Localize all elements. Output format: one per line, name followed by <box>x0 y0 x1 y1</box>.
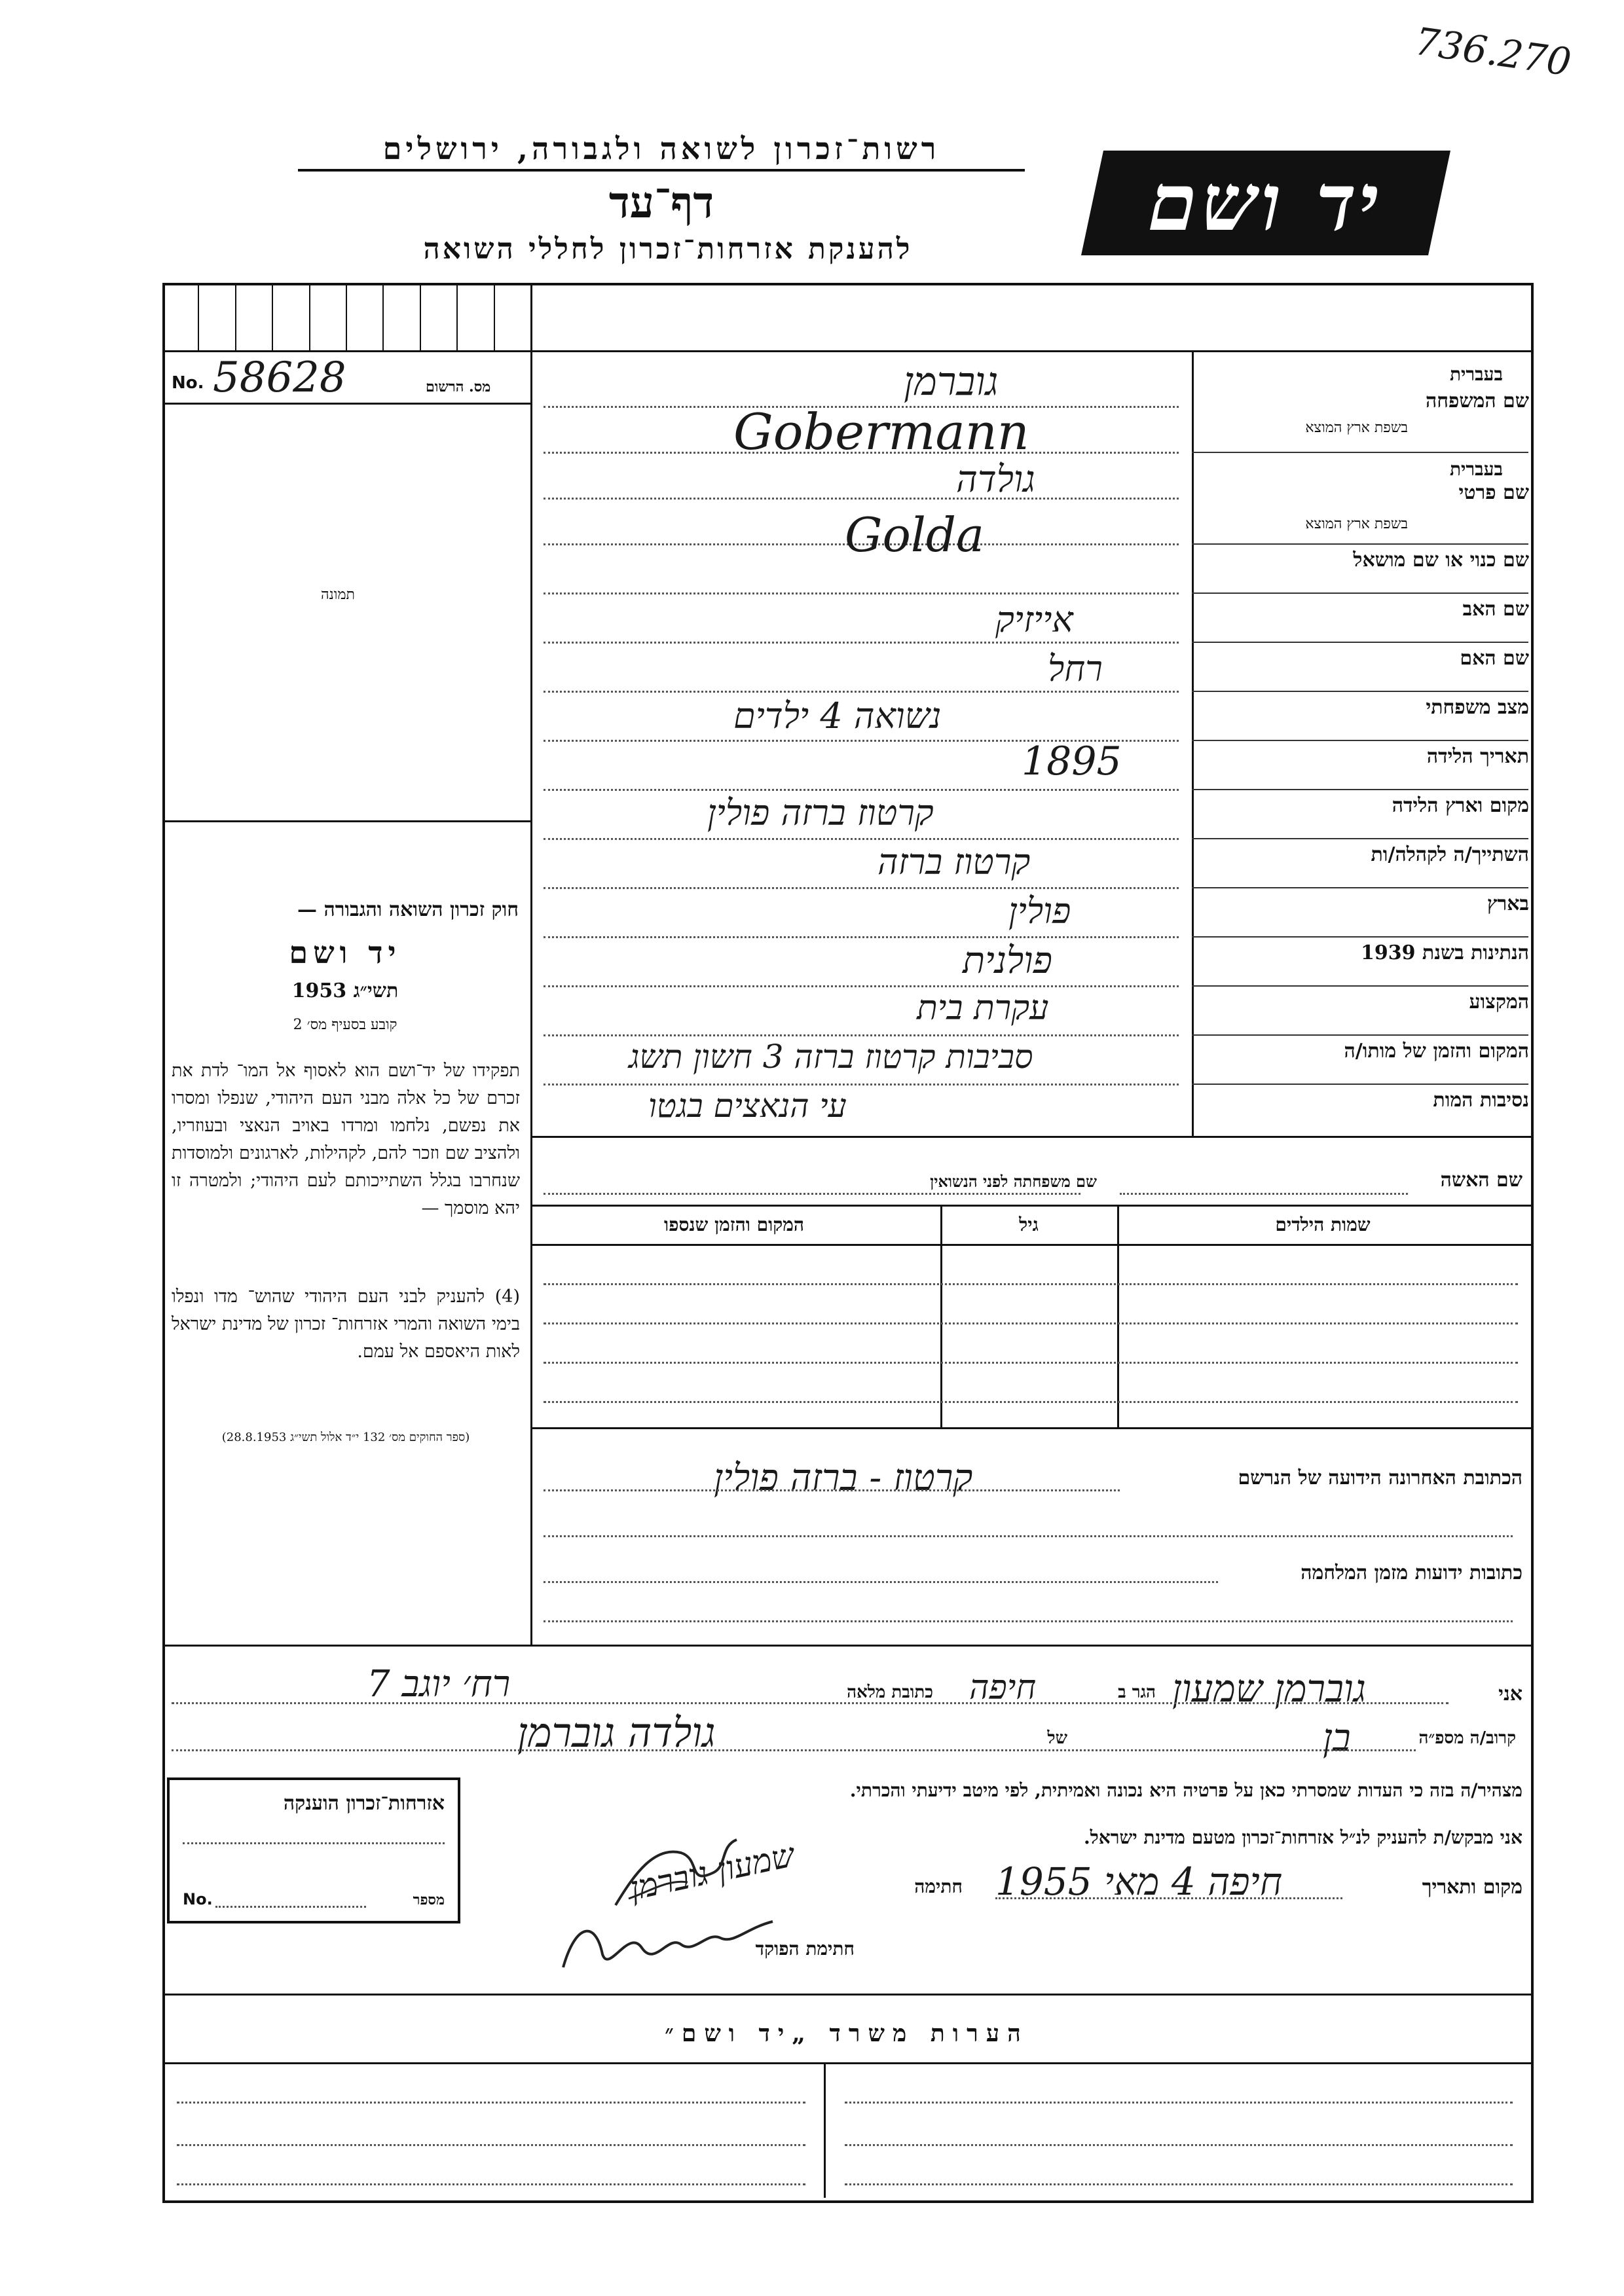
mother-label: שם האם <box>1460 647 1529 670</box>
place-date-value: חיפה 4 מאי 1955 <box>995 1859 1283 1904</box>
marital-status-label: מצב משפחתי <box>1426 696 1529 719</box>
archive-number: 736.270 <box>1412 18 1574 85</box>
relation-label: קרוב/ה מספ״ה <box>1418 1728 1516 1748</box>
signature-value: שמעון גוברמן <box>626 1836 798 1908</box>
wife-label: שם האשה <box>1440 1169 1522 1192</box>
last-address-value: קרטוז - ברזה פולין <box>714 1457 973 1499</box>
last-address-label: הכתובת האחרונה הידועה של הנרשם <box>1238 1467 1522 1489</box>
top-grid-cells <box>162 285 530 350</box>
officer-signature <box>557 1908 779 1980</box>
nickname-label: שם כנוי או שם מושאל <box>1353 549 1529 572</box>
children-death-header: המקום והזמן שנספו <box>664 1214 804 1235</box>
declarant-signature-scribble <box>609 1833 740 1912</box>
father-label: שם האב <box>1462 598 1529 621</box>
of-label: של <box>1047 1728 1067 1748</box>
mother-value: רחל <box>1048 648 1103 689</box>
officer-signature-label: חתימת הפוקד <box>755 1938 855 1959</box>
place-date-label: מקום ותאריך <box>1422 1876 1522 1899</box>
wartime-addresses-label: כתובות ידועות מזמן המלחמה <box>1301 1561 1522 1584</box>
children-names-header: שמות הילדים <box>1275 1214 1371 1235</box>
yad-vashem-logo: יד ושם <box>1081 151 1450 255</box>
full-address-label: כתובת מלאה <box>847 1683 933 1702</box>
children-table <box>530 1205 1531 1427</box>
community-value: קרטוז ברזה <box>877 841 1031 883</box>
law-year: תשי״ג 1953 <box>291 979 399 1002</box>
first-name-latin-value: Golda <box>845 507 984 562</box>
law-title: חוק זכרון השואה והגבורה — <box>297 898 519 921</box>
first-name-label: שם פרטי <box>1458 481 1529 504</box>
law-source: (ספר החוקים מס׳ 132 י״ד אלול תשי״ג 28.8.1953) <box>221 1430 470 1444</box>
registration-number-label: מס. הרשום <box>426 378 491 395</box>
citizenship-granted-box <box>167 1777 460 1923</box>
birth-place-value: קרטוז ברזה פולין <box>707 792 934 833</box>
law-clause: קובע בסעיף מס׳ 2 <box>293 1017 397 1033</box>
declarant-i-label: אני <box>1498 1683 1522 1705</box>
family-name-hebrew-value: גוברמן <box>904 359 999 405</box>
signature-label: חתימה <box>914 1876 963 1897</box>
law-text-clause4: (4) להעניק לבני העם היהודי שהוש־ מדו ונפלו בימי השואה והמרי אזרחות־ זכרון של מדינת ישראל לאות היאספם אל עמם. <box>172 1286 520 1362</box>
form-title: דף־עד <box>608 177 714 228</box>
country-label: בארץ <box>1486 892 1529 915</box>
declaration-statement: מצהיר/ה בזה כי העדות שמסרתי כאן על פרטיה היא נכונה ואמיתית, לפי מיטב ידיעתי והכרתי. <box>849 1779 1522 1801</box>
law-text-main: תפקידו של יד־ושם הוא לאסוף אל המו־ לדת את זכרם של כל אלה מבני העם היהודי, שנפלו ומסרו את נפשם, נלחמו ומרדו באויב הנאצי ובעוזריו, ולהציב שם וזכר להם, לקהילות, לארגונים ולמוסדות שנחרבו בגלל השתייכותם לעם היהודי; ולמטרה זו יהא מוסמך — <box>172 1061 520 1218</box>
registration-number: 58628 <box>213 354 346 402</box>
birth-date-label: תאריך הלידה <box>1426 745 1529 768</box>
declaration-request: אני מבקש/ת להעניק לנ״ל אזרחות־זכרון מטעם מדינת ישראל. <box>1083 1827 1522 1848</box>
family-name-hebrew-label: בעברית <box>1449 363 1503 385</box>
family-name-latin-value: Gobermann <box>733 403 1029 461</box>
relation-value: בן <box>1323 1715 1351 1760</box>
of-value: גולדה גוברמן <box>517 1709 716 1757</box>
authority-title: רשות־זכרון לשואה ולגבורה, ירושלים <box>298 131 1025 172</box>
children-age-header: גיל <box>1019 1214 1039 1235</box>
photo-label: תמונה <box>321 587 355 603</box>
family-name-label: שם המשפחה <box>1425 390 1529 412</box>
birth-place-label: מקום וארץ הלידה <box>1392 794 1529 817</box>
marital-status-value: נשואה 4 ילדים <box>733 695 942 737</box>
death-circumstances-label: נסיבות המות <box>1433 1089 1529 1112</box>
country-value: פולין <box>1008 890 1071 932</box>
community-label: השתייך/ה לקהלה/ות <box>1371 843 1529 866</box>
registration-number-label-en: No. <box>172 373 204 393</box>
first-name-hebrew-label: בעברית <box>1449 458 1503 480</box>
form-subtitle: להענקת אזרחות־זכרון לחללי השואה <box>423 232 913 266</box>
citizenship-number-label-en: No. <box>183 1890 213 1908</box>
citizenship-number-label: מספר <box>413 1891 445 1908</box>
maiden-name-label: שם משפחתה לפני הנשואין <box>930 1172 1097 1191</box>
declarant-name-value: גוברמן שמעון <box>1172 1666 1366 1711</box>
death-circumstances-value: עי הנאצים בגטו <box>648 1087 847 1125</box>
family-name-origin-label: בשפת ארץ המוצא <box>1305 420 1408 436</box>
birth-date-value: 1895 <box>1022 738 1122 784</box>
citizenship-1939-value: פולנית <box>963 939 1052 982</box>
death-place-time-label: המקום והזמן של מותו/ה <box>1344 1040 1529 1063</box>
first-name-hebrew-value: גולדה <box>956 458 1035 501</box>
full-address-value: רח׳ יוגב 7 <box>367 1663 511 1705</box>
office-notes-title: הערות משרד „יד ושם״ <box>665 2020 1029 2047</box>
death-place-time-value: סביבות קרטוז ברזה 3 חשון תשג <box>629 1038 1033 1076</box>
resides-label: הגר ב <box>1118 1683 1156 1702</box>
first-name-origin-label: בשפת ארץ המוצא <box>1305 516 1408 532</box>
profession-label: המקצוע <box>1469 991 1529 1013</box>
citizenship-granted-title: אזרחות־זכרון הוענקה <box>283 1792 445 1815</box>
father-value: אייזיק <box>995 599 1073 640</box>
resides-value: חיפה <box>969 1668 1037 1707</box>
citizenship-1939-label: הנתינות בשנת 1939 <box>1360 941 1529 964</box>
law-org: יד ושם <box>289 935 401 970</box>
profession-value: עקרת בית <box>917 989 1049 1028</box>
